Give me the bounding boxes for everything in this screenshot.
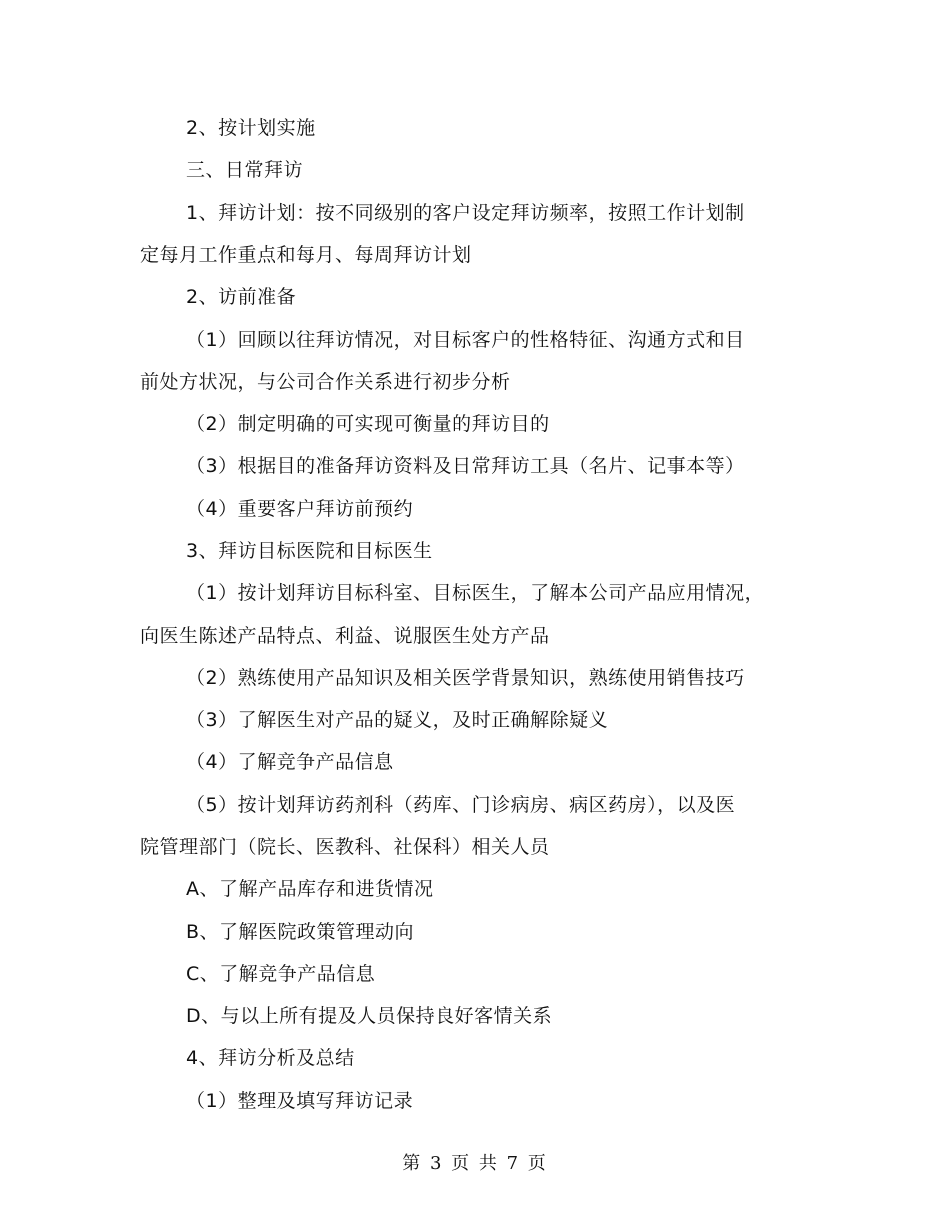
text-line: （4）了解竞争产品信息	[186, 751, 394, 773]
text-line: 前处方状况，与公司合作关系进行初步分析	[140, 371, 511, 393]
text-line: C、了解竞争产品信息	[186, 963, 376, 985]
text-line: （1）回顾以往拜访情况，对目标客户的性格特征、沟通方式和目	[186, 329, 745, 351]
text-line: （3）了解医生对产品的疑义，及时正确解除疑义	[186, 709, 609, 731]
text-line: 4、拜访分析及总结	[186, 1047, 355, 1069]
text-line: B、了解医院政策管理动向	[186, 921, 415, 943]
text-line: （2）熟练使用产品知识及相关医学背景知识，熟练使用销售技巧	[186, 667, 745, 689]
text-line: （1）整理及填写拜访记录	[186, 1090, 414, 1112]
text-line: 2、访前准备	[186, 286, 297, 308]
text-line: （3）根据目的准备拜访资料及日常拜访工具（名片、记事本等）	[186, 455, 745, 477]
text-line: （1）按计划拜访目标科室、目标医生，了解本公司产品应用情况，	[186, 582, 765, 604]
page-footer: 第 3 页 共 7 页	[402, 1153, 548, 1174]
text-line: 3、拜访目标医院和目标医生	[186, 540, 433, 562]
text-line: A、了解产品库存和进货情况	[186, 878, 434, 900]
text-line: （2）制定明确的可实现可衡量的拜访目的	[186, 413, 550, 435]
text-line: 定每月工作重点和每月、每周拜访计划	[140, 244, 472, 266]
text-line: 1、拜访计划：按不同级别的客户设定拜访频率，按照工作计划制	[186, 202, 745, 224]
text-line: 院管理部门（院长、医教科、社保科）相关人员	[140, 836, 550, 858]
section-heading: 三、日常拜访	[186, 159, 304, 181]
text-line: 向医生陈述产品特点、利益、说服医生处方产品	[140, 625, 550, 647]
text-line: 2、按计划实施	[186, 117, 316, 139]
text-line: D、与以上所有提及人员保持良好客情关系	[186, 1005, 553, 1027]
text-line: （5）按计划拜访药剂科（药库、门诊病房、病区药房），以及医	[186, 794, 736, 816]
text-line: （4）重要客户拜访前预约	[186, 498, 414, 520]
